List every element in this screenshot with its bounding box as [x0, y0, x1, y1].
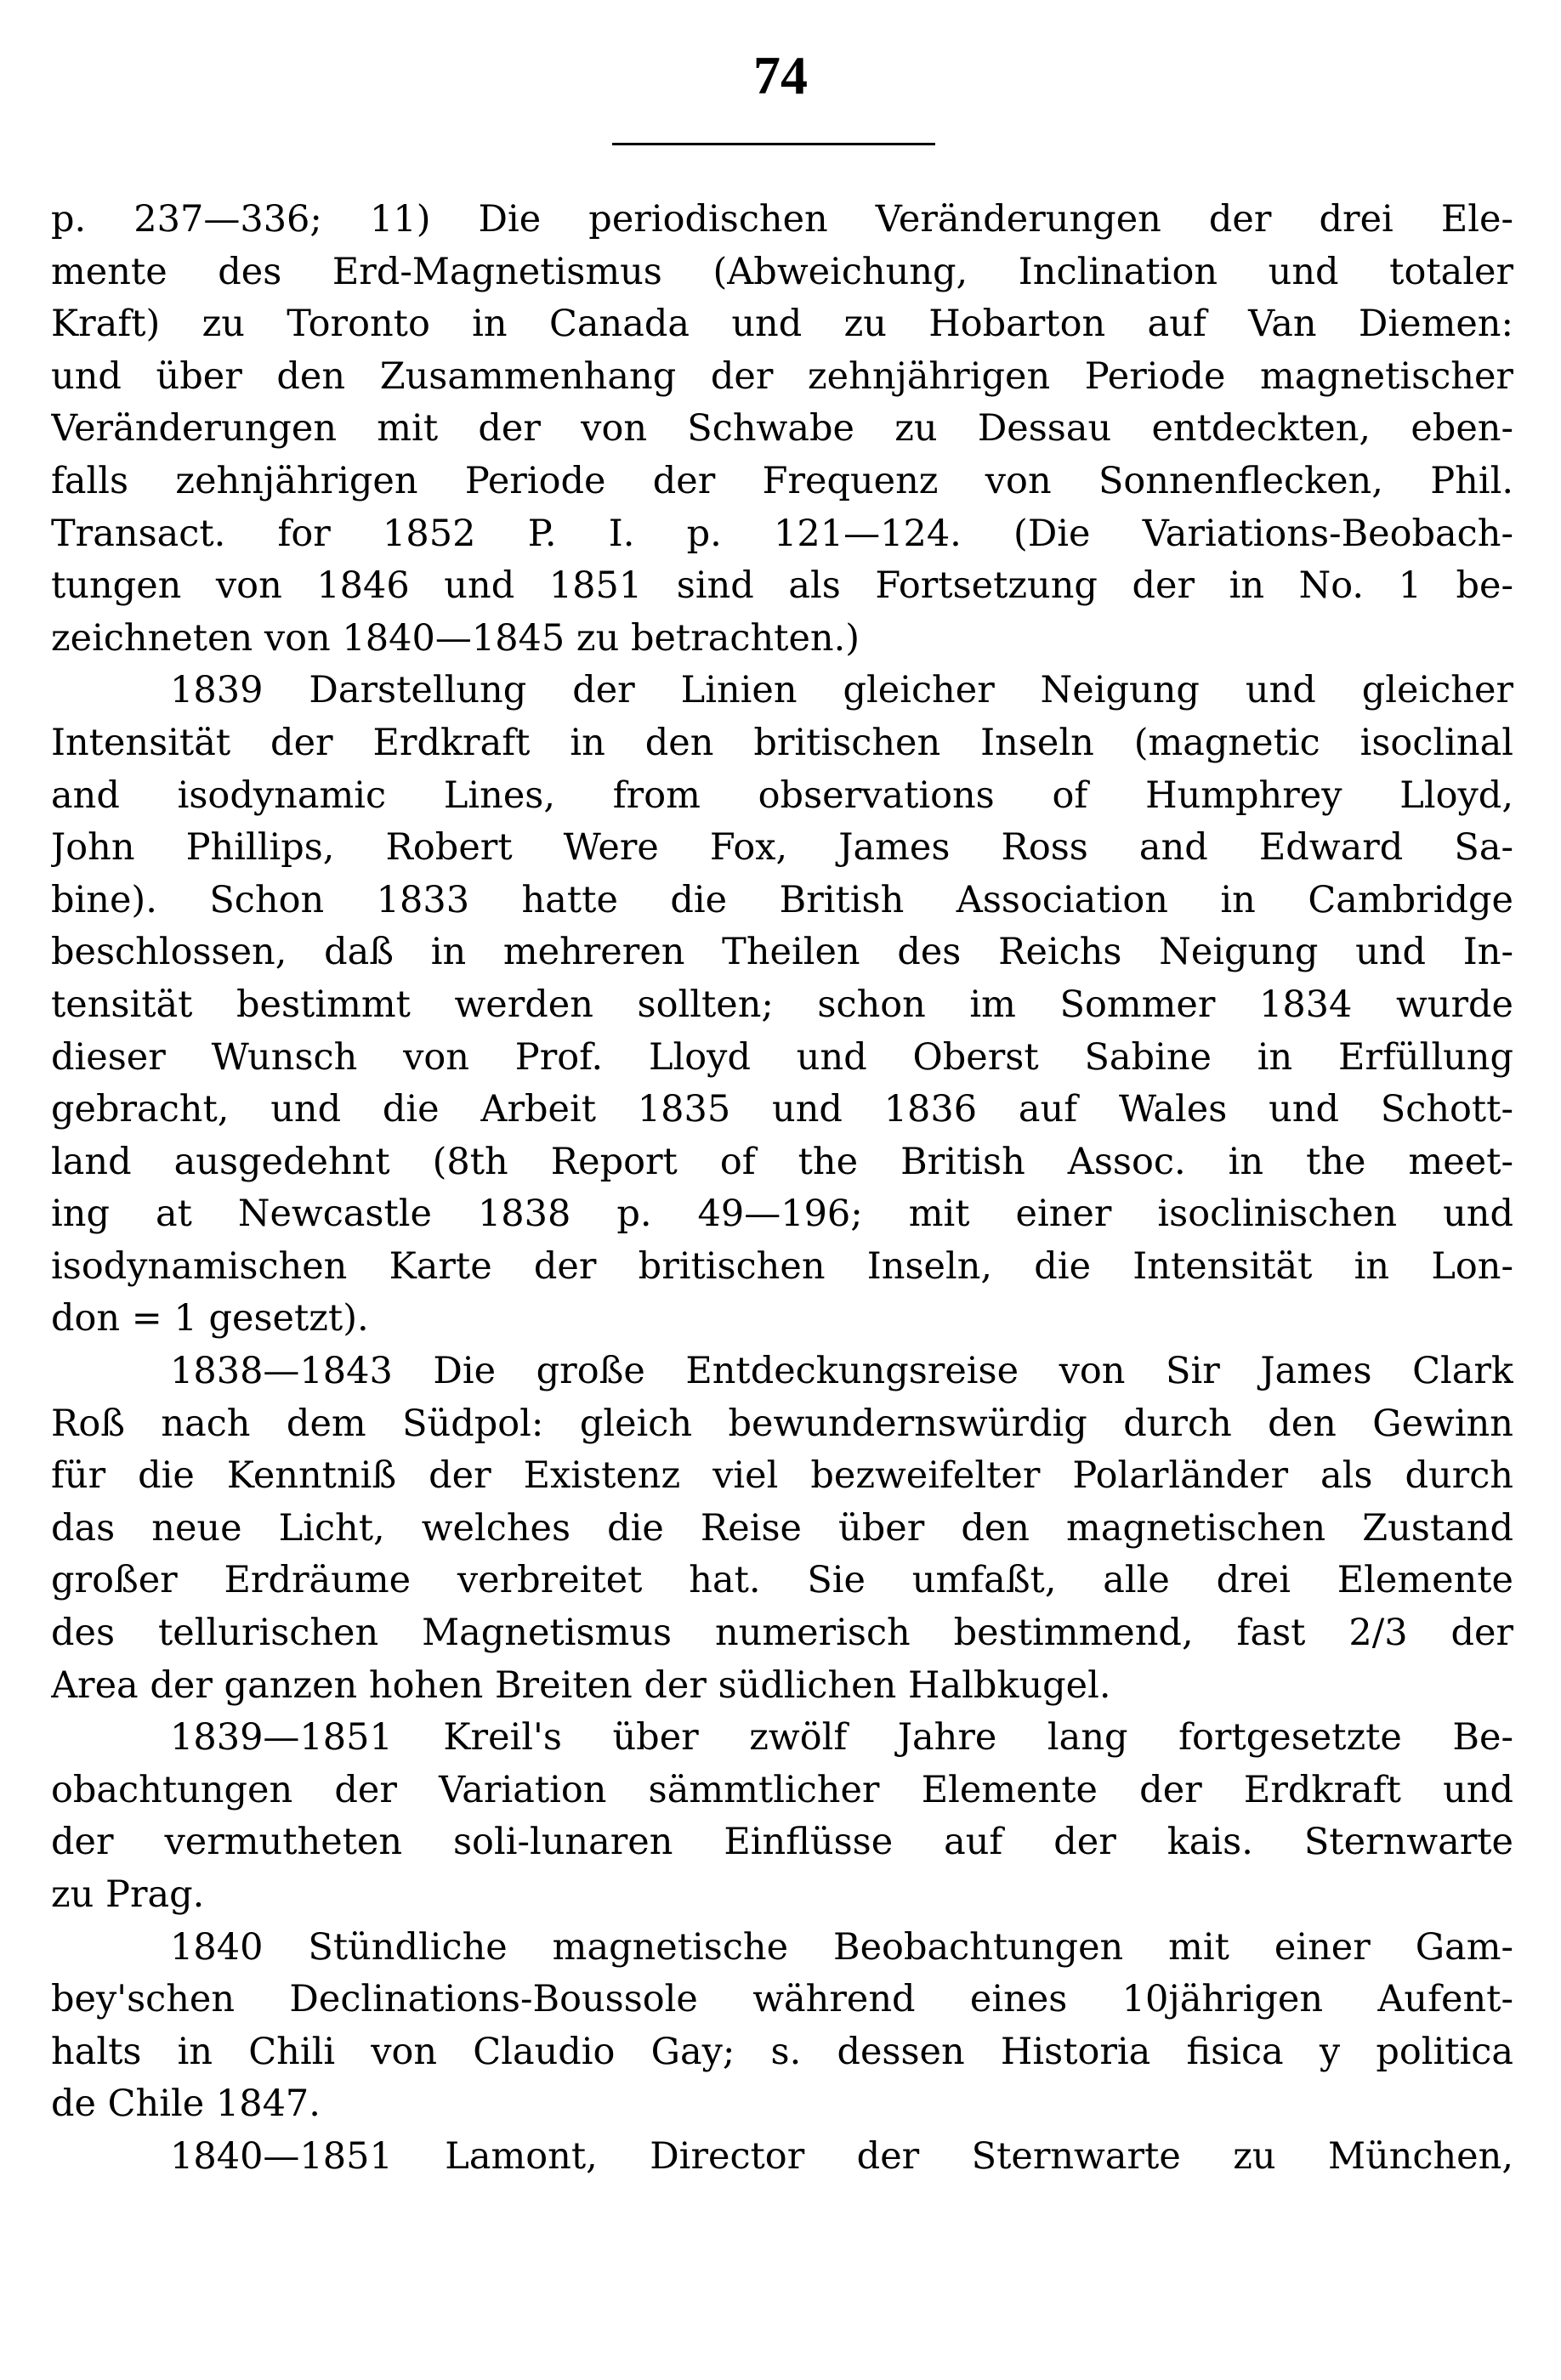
text-line: 1839 Darstellung der Linien gleicher Neigung und gleicher	[170, 669, 1513, 712]
text-line: dieser Wunsch von Prof. Lloyd und Oberst Sabine in Erfüllung	[51, 1035, 1513, 1079]
text-line: tungen von 1846 und 1851 sind als Fortsetzung der in No. 1 be-	[51, 564, 1513, 608]
text-line: mente des Erd-Magnetismus (Abweichung, Inclination und totaler	[51, 250, 1513, 293]
text-line: Kraft) zu Toronto in Canada und zu Hobarton auf Van Diemen:	[51, 303, 1513, 346]
text-line: beschlossen, daß in mehreren Theilen des Reichs Neigung und In-	[51, 931, 1513, 974]
text-line: 1839—1851 Kreil's über zwölf Jahre lang fortgesetzte Be-	[170, 1716, 1513, 1760]
page-number: 74	[753, 45, 808, 105]
text-line: Roß nach dem Südpol: gleich bewundernswürdig durch den Gewinn	[51, 1402, 1513, 1445]
text-line: für die Kenntniß der Existenz viel bezweifelter Polarländer als durch	[51, 1454, 1513, 1498]
text-line: 1840 Stündliche magnetische Beobachtungen mit einer Gam-	[170, 1925, 1513, 1969]
text-line: des tellurischen Magnetismus numerisch bestimmend, fast 2/3 der	[51, 1612, 1513, 1655]
text-line: das neue Licht, welches die Reise über den magnetischen Zustand	[51, 1506, 1513, 1550]
text-line: Intensität der Erdkraft in den britischen Inseln (magnetic isoclinal	[51, 721, 1513, 764]
text-line: ing at Newcastle 1838 p. 49—196; mit einer isoclinischen und	[51, 1193, 1513, 1236]
text-line: großer Erdräume verbreitet hat. Sie umfaßt, alle drei Elemente	[51, 1559, 1513, 1602]
text-line: und über den Zusammenhang der zehnjährigen Periode magnetischer	[51, 354, 1513, 398]
body-text	[51, 194, 1513, 2184]
text-line: de Chile 1847.	[51, 2082, 321, 2126]
text-line: Area der ganzen hohen Breiten der südlichen Halbkugel.	[51, 1663, 1111, 1707]
text-line: land ausgedehnt (8th Report of the British Assoc. in the meet-	[51, 1140, 1513, 1183]
text-line: tensität bestimmt werden sollten; schon im Sommer 1834 wurde	[51, 983, 1513, 1026]
text-line: Transact. for 1852 P. I. p. 121—124. (Die Variations-Beobach-	[51, 512, 1513, 555]
text-line: John Phillips, Robert Were Fox, James Ross and Edward Sa-	[51, 826, 1513, 870]
text-line: Veränderungen mit der von Schwabe zu Dessau entdeckten, eben-	[51, 407, 1513, 450]
text-line: halts in Chili von Claudio Gay; s. dessen Historia fisica y politica	[51, 2030, 1513, 2073]
text-line: zeichneten von 1840—1845 zu betrachten.)	[51, 616, 860, 660]
text-line: falls zehnjährigen Periode der Frequenz von Sonnenflecken, Phil.	[51, 459, 1513, 502]
text-line: 1838—1843 Die große Entdeckungsreise von Sir James Clark	[170, 1350, 1513, 1393]
text-line: bey'schen Declinations-Boussole während eines 10jährigen Aufent-	[51, 1978, 1513, 2021]
text-line: don = 1 gesetzt).	[51, 1297, 369, 1340]
text-line: 1840—1851 Lamont, Director der Sternwarte zu München,	[170, 2134, 1513, 2178]
text-line: isodynamischen Karte der britischen Inseln, die Intensität in Lon-	[51, 1244, 1513, 1288]
text-line: gebracht, und die Arbeit 1835 und 1836 auf Wales und Schott-	[51, 1088, 1513, 1131]
text-line: p. 237—336; 11) Die periodischen Veränderungen der drei Ele-	[51, 198, 1513, 241]
header-rule	[612, 143, 935, 145]
text-line: zu Prag.	[51, 1873, 205, 1916]
text-line: bine). Schon 1833 hatte die British Association in Cambridge	[51, 878, 1513, 921]
text-line: and isodynamic Lines, from observations of Humphrey Lloyd,	[51, 774, 1513, 817]
text-line: der vermutheten soli-lunaren Einflüsse auf der kais. Sternwarte	[51, 1821, 1513, 1864]
text-line: obachtungen der Variation sämmtlicher Elemente der Erdkraft und	[51, 1768, 1513, 1811]
